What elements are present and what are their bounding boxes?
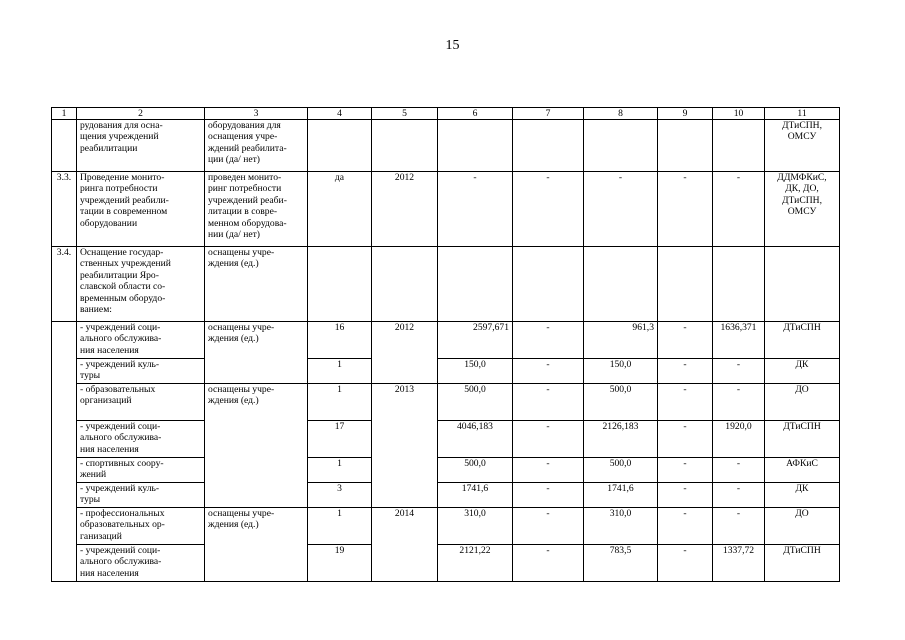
indicator-cell: оснащены учре- ждения (ед.) [205,508,308,582]
year-cell [372,247,438,322]
activity-cell: - учреждений соци- ального обслужива- ния населения [77,421,205,458]
funding-cell: - [513,458,584,483]
indicator-cell: оснащены учре- ждения (ед.) [205,384,308,508]
funding-cell: 500,0 [584,458,658,483]
funding-cell: - [658,384,713,421]
table-header-row [52,108,840,120]
funding-cell [584,120,658,172]
activity-cell: Оснащение государ- ственных учреждений реабилитации Яро- славской области со- временным оборудо- ванием: [77,247,205,322]
item-number [52,120,77,172]
executor-cell: ДТиСПН [765,322,840,359]
funding-cell [584,247,658,322]
executor-cell [765,247,840,322]
value-cell: 19 [308,545,372,582]
funding-cell: - [658,359,713,384]
executor-cell: ДК [765,483,840,508]
executor-cell: ДО [765,508,840,545]
header-cell: 10 [713,108,765,120]
executor-cell: ДТиСПН [765,421,840,458]
funding-cell: - [658,421,713,458]
funding-cell: 783,5 [584,545,658,582]
table-row [52,483,840,508]
executor-cell: ДТиСПН [765,545,840,582]
header-cell: 9 [658,108,713,120]
funding-cell: 1920,0 [713,421,765,458]
funding-cell: - [513,384,584,421]
activity-cell: рудования для осна- щения учреждений реабилитации [77,120,205,172]
total-cell: 4046,183 [438,421,513,458]
value-cell: 1 [308,508,372,545]
year-cell: 2012 [372,322,438,384]
header-cell: 3 [205,108,308,120]
activity-cell: - учреждений куль- туры [77,483,205,508]
table-row [52,172,840,247]
activity-cell: - образовательных организаций [77,384,205,421]
indicator-cell: проведен монито- ринг потребности учреждений реаби- литации в совре- менном оборудова- нии (да/ нет) [205,172,308,247]
funding-cell [713,120,765,172]
funding-cell: - [713,359,765,384]
total-cell [438,247,513,322]
header-cell: 2 [77,108,205,120]
funding-cell: - [713,458,765,483]
funding-cell: - [658,545,713,582]
funding-cell: 310,0 [584,508,658,545]
value-cell [308,247,372,322]
total-cell: 2597,671 [438,322,513,359]
header-cell: 11 [765,108,840,120]
funding-cell: 1337,72 [713,545,765,582]
executor-cell: ДК [765,359,840,384]
page-number: 15 [445,38,460,53]
funding-cell: - [513,322,584,359]
funding-cell: - [658,483,713,508]
funding-cell: - [713,508,765,545]
activity-cell: - учреждений соци- ального обслужива- ния населения [77,545,205,582]
total-cell: - [438,172,513,247]
total-cell [438,120,513,172]
funding-cell: - [658,172,713,247]
total-cell: 310,0 [438,508,513,545]
activity-cell: - учреждений куль- туры [77,359,205,384]
table-row [52,384,840,421]
funding-cell: - [513,545,584,582]
funding-cell: - [658,322,713,359]
funding-cell: - [513,172,584,247]
item-number [52,322,77,582]
activity-cell: - профессиональных образовательных ор- ганизаций [77,508,205,545]
funding-cell: - [513,483,584,508]
value-cell: 3 [308,483,372,508]
funding-cell: 500,0 [584,384,658,421]
table-row [52,120,840,172]
funding-cell: - [713,483,765,508]
funding-cell: - [513,359,584,384]
total-cell: 500,0 [438,458,513,483]
header-cell: 5 [372,108,438,120]
activity-cell: Проведение монито- ринга потребности учреждений реабили- тации в современном оборудовании [77,172,205,247]
funding-cell: - [513,421,584,458]
item-number: 3.4. [52,247,77,322]
table-row [52,458,840,483]
total-cell: 2121,22 [438,545,513,582]
funding-cell: 961,3 [584,322,658,359]
total-cell: 150,0 [438,359,513,384]
value-cell: 1 [308,359,372,384]
table-row [52,247,840,322]
value-cell: 16 [308,322,372,359]
header-cell: 1 [52,108,77,120]
funding-cell: - [658,508,713,545]
executor-cell: АФКиС [765,458,840,483]
funding-cell: - [513,508,584,545]
activity-cell: - учреждений соци- ального обслужива- ния населения [77,322,205,359]
value-cell [308,120,372,172]
value-cell: 17 [308,421,372,458]
header-cell: 6 [438,108,513,120]
executor-cell: ДТиСПН, ОМСУ [765,120,840,172]
year-cell: 2014 [372,508,438,582]
funding-cell [658,120,713,172]
total-cell: 500,0 [438,384,513,421]
header-cell: 7 [513,108,584,120]
funding-cell [658,247,713,322]
value-cell: 1 [308,458,372,483]
funding-cell: - [658,458,713,483]
activity-cell: - спортивных соору- жений [77,458,205,483]
funding-cell: - [713,384,765,421]
funding-cell: - [584,172,658,247]
funding-cell: 1636,371 [713,322,765,359]
funding-cell [513,247,584,322]
header-cell: 4 [308,108,372,120]
header-cell: 8 [584,108,658,120]
table-row [52,421,840,458]
funding-cell: 1741,6 [584,483,658,508]
table-row [52,322,840,359]
table-row [52,545,840,582]
year-cell [372,120,438,172]
total-cell: 1741,6 [438,483,513,508]
item-number: 3.3. [52,172,77,247]
executor-cell: ДО [765,384,840,421]
funding-cell: - [713,172,765,247]
funding-cell: 2126,183 [584,421,658,458]
value-cell: 1 [308,384,372,421]
value-cell: да [308,172,372,247]
table-row [52,508,840,545]
executor-cell: ДДМФКиС, ДК, ДО, ДТиСПН, ОМСУ [765,172,840,247]
indicator-cell: оборудования для оснащения учре- ждений реабилита- ции (да/ нет) [205,120,308,172]
funding-cell: 150,0 [584,359,658,384]
funding-cell [713,247,765,322]
year-cell: 2012 [372,172,438,247]
year-cell: 2013 [372,384,438,508]
indicator-cell: оснащены учре- ждения (ед.) [205,247,308,322]
table-row [52,359,840,384]
program-table [51,107,840,582]
indicator-cell: оснащены учре- ждения (ед.) [205,322,308,384]
funding-cell [513,120,584,172]
